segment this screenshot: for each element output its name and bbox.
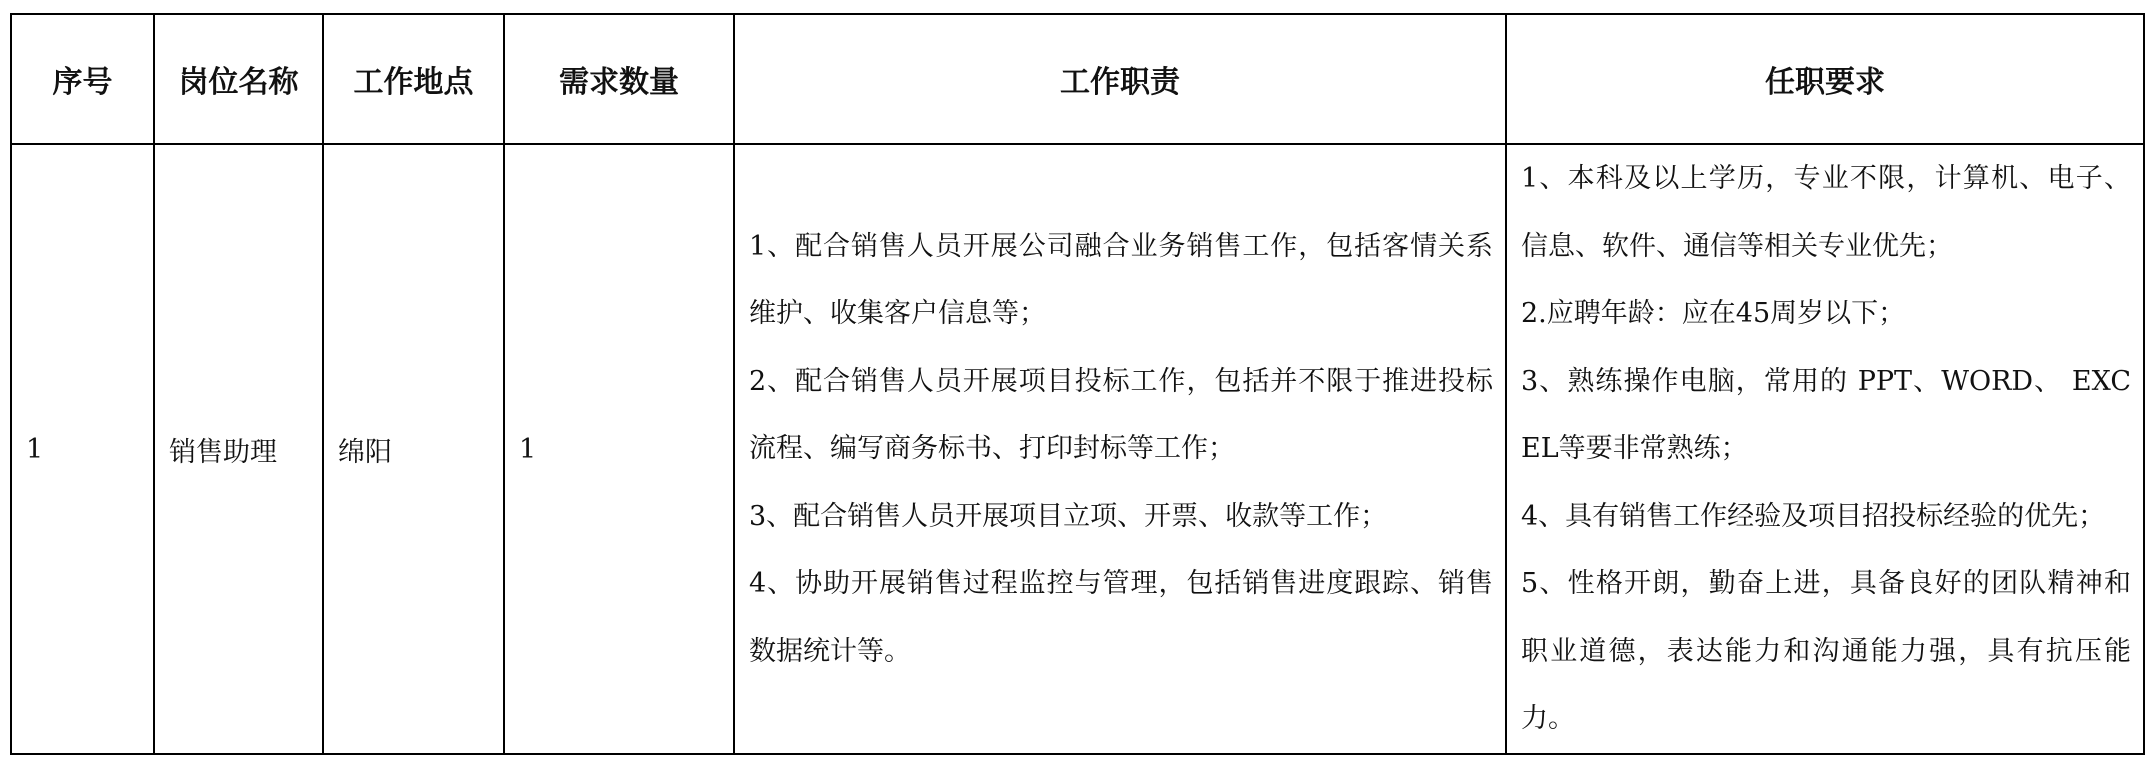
cell-requirements bbox=[1506, 144, 2144, 754]
requirement-item: 2.应聘年龄：应在45周岁以下； bbox=[1521, 298, 1906, 330]
header-quantity: 需求数量 bbox=[504, 14, 734, 144]
requirement-item: 1、本科及以上学历，专业不限，计算机、电子、信息、软件、通信等相关专业优先； bbox=[1521, 163, 2131, 262]
duty-item: 3、配合销售人员开展项目立项、开票、收款等工作； bbox=[749, 500, 1388, 532]
duty-item: 1、配合销售人员开展公司融合业务销售工作，包括客情关系维护、收集客户信息等； bbox=[749, 230, 1493, 330]
job-requirements-table bbox=[10, 13, 2145, 755]
cell-location: 绵阳 bbox=[323, 144, 504, 754]
duty-item: 4、协助开展销售过程监控与管理，包括销售进度跟踪、销售数据统计等。 bbox=[749, 568, 1493, 667]
table-row bbox=[11, 144, 2144, 754]
table-header-row bbox=[11, 14, 2144, 144]
header-no: 序号 bbox=[11, 14, 154, 144]
requirement-item: 5、性格开朗，勤奋上进，具备良好的团队精神和职业道德，表达能力和沟通能力强，具有抗压能力。 bbox=[1521, 568, 2131, 735]
cell-no: 1 bbox=[11, 144, 154, 754]
header-location: 工作地点 bbox=[323, 14, 504, 144]
header-requirements: 任职要求 bbox=[1506, 14, 2144, 144]
cell-duties bbox=[734, 144, 1506, 754]
duty-item: 2、配合销售人员开展项目投标工作，包括并不限于推进投标流程、编写商务标书、打印封标等工作； bbox=[749, 365, 1493, 465]
cell-quantity: 1 bbox=[504, 144, 734, 754]
header-duties: 工作职责 bbox=[734, 14, 1506, 144]
cell-position: 销售助理 bbox=[154, 144, 323, 754]
header-position: 岗位名称 bbox=[154, 14, 323, 144]
requirement-item: 4、具有销售工作经验及项目招投标经验的优先； bbox=[1521, 500, 2106, 532]
requirement-item: 3、熟练操作电脑，常用的 PPT、WORD、 EXCEL等要非常熟练； bbox=[1521, 365, 2131, 465]
